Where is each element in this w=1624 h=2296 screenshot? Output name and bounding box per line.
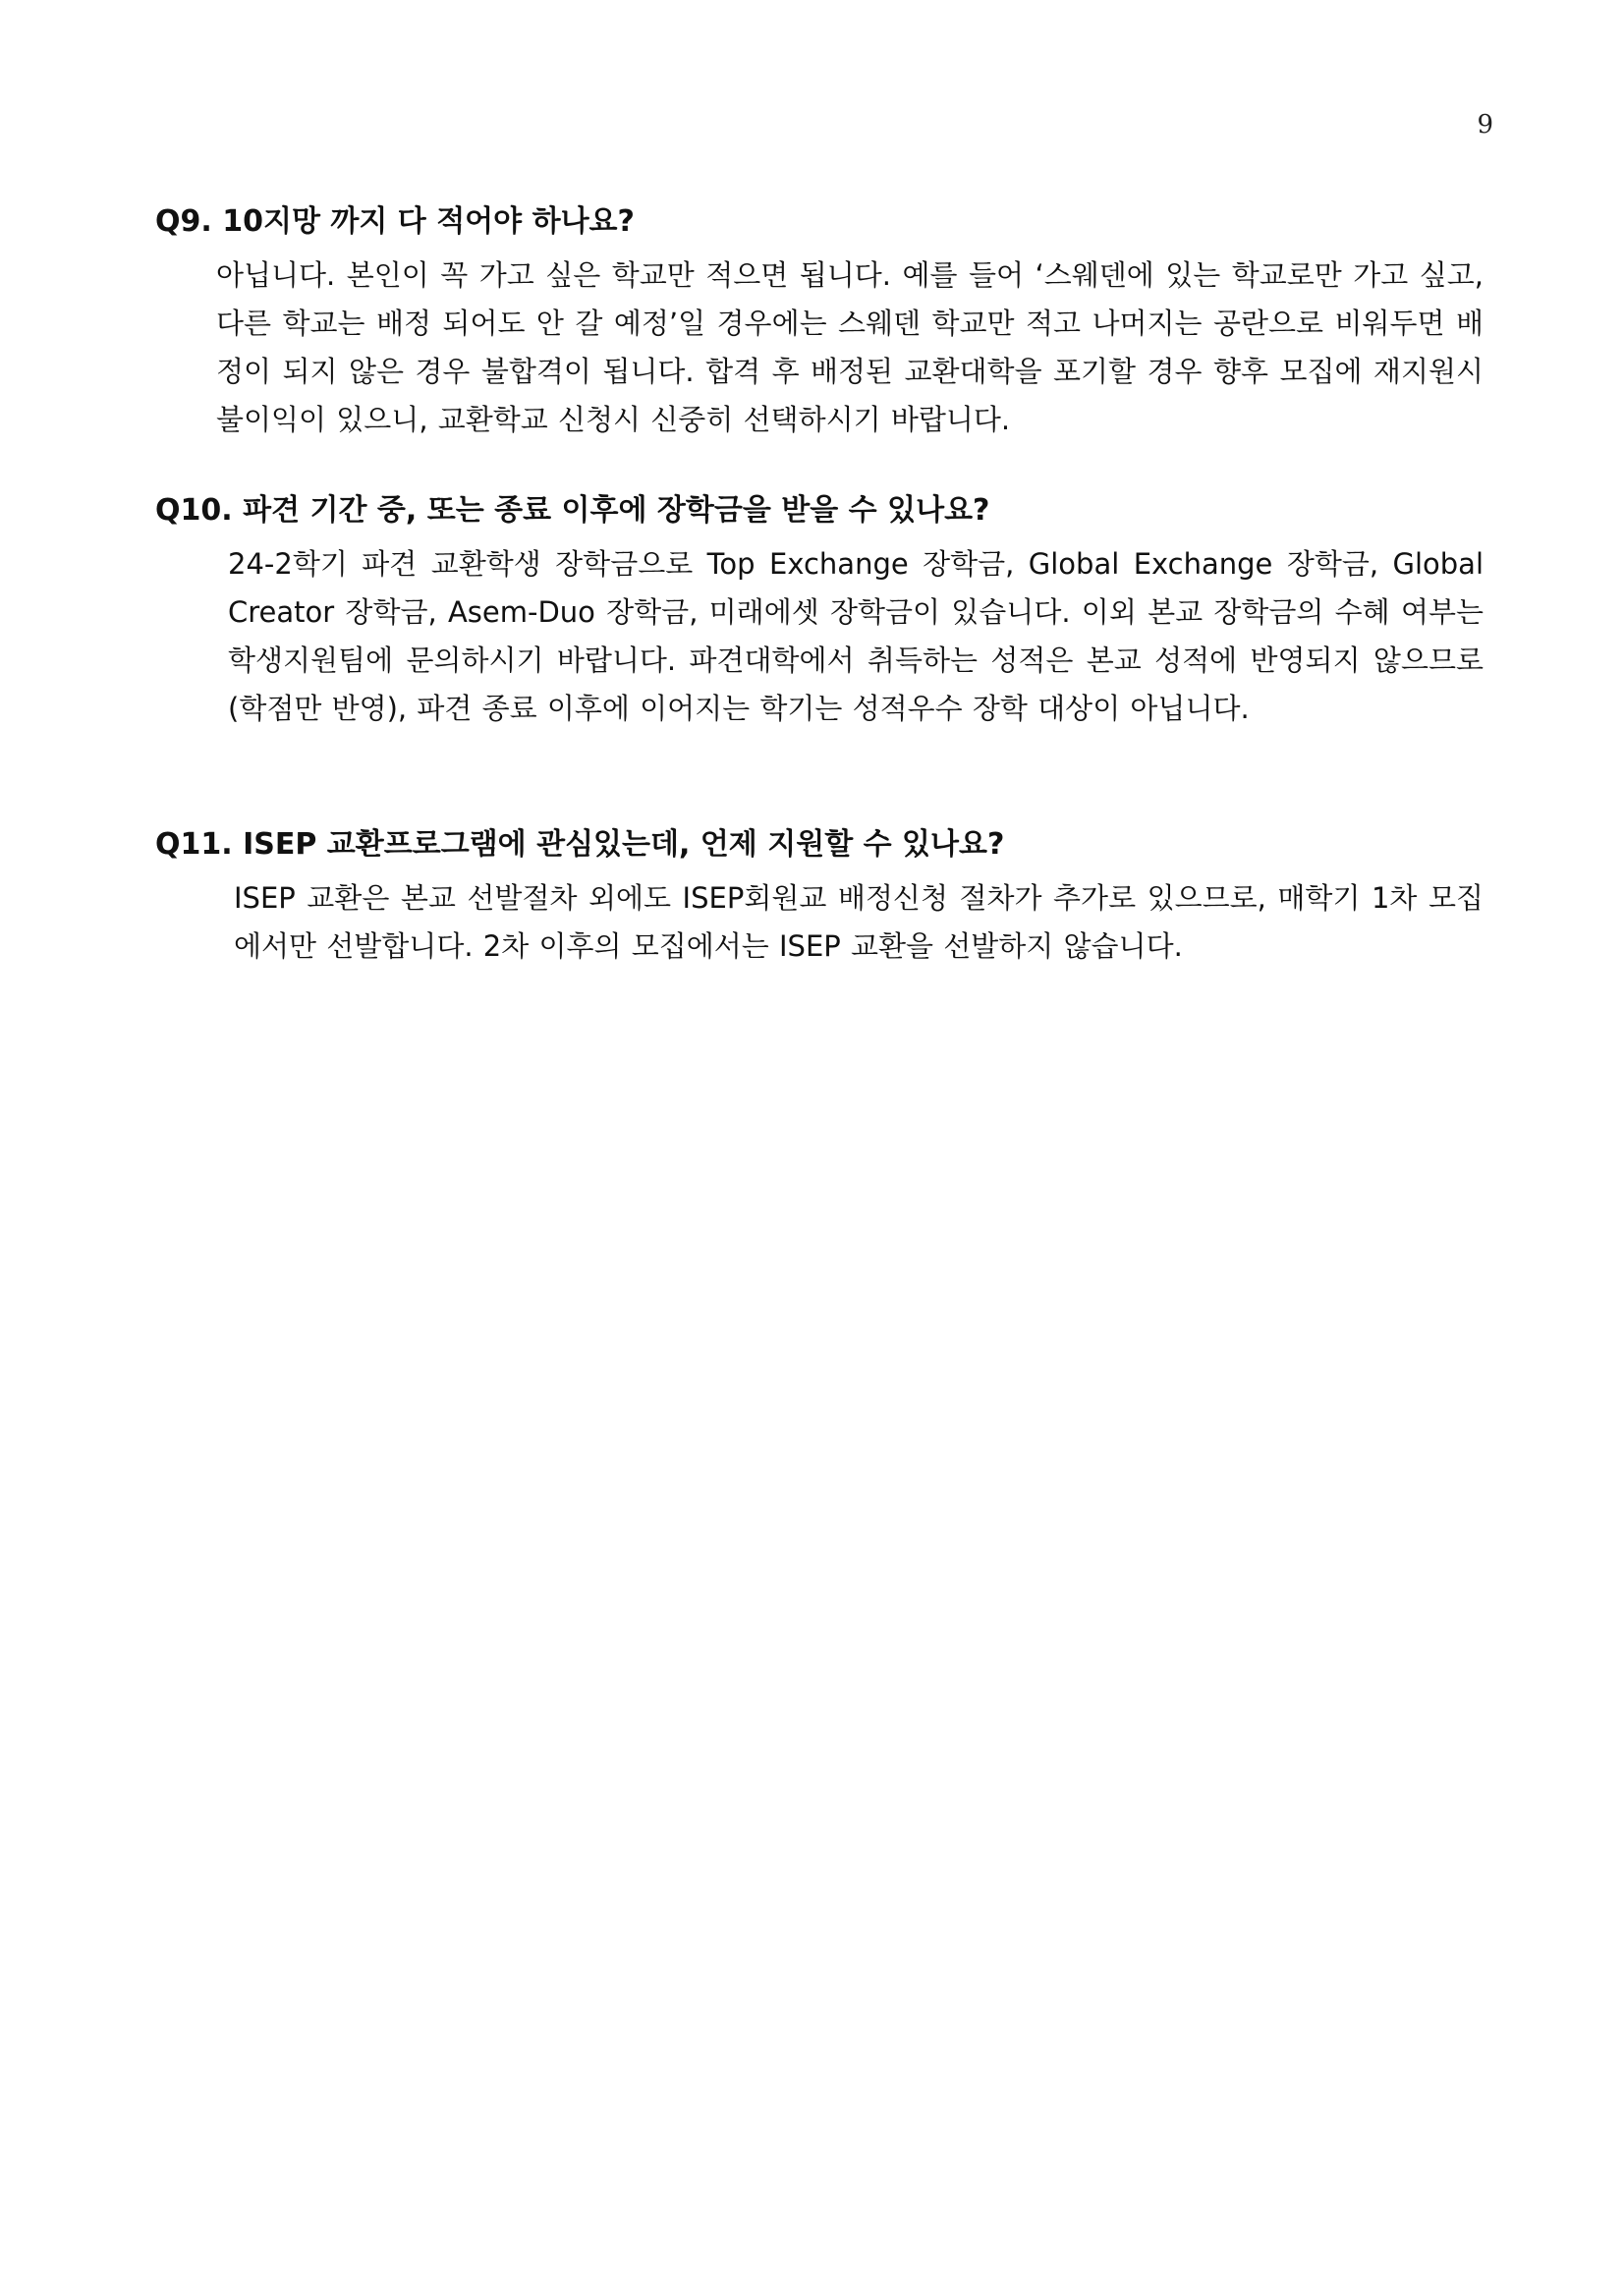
question-q11: Q11. ISEP 교환프로그램에 관심있는데, 언제 지원할 수 있나요? <box>155 827 1005 862</box>
faq-item-q11 <box>155 825 1484 971</box>
answer-q10: 24-2학기 파견 교환학생 장학금으로 Top Exchange 장학금, Global Exchange 장학금, Global Creator 장학금, Asem-Duo 장학금, 미래에셋 장학금이 있습니다. 이외 본교 장학금의 수혜 여부는 학생지원팀에 문의하시기 바랍니다. 파견대학에서 취득하는 성적은 본교 성적에 반영되지 않으므로 (학점만 반영), 파견 종료 이후에 이어지는 학기는 성적우수 장학 대상이 아닙니다. <box>228 547 1484 725</box>
faq-item-q10 <box>155 491 1484 733</box>
answer-q11: ISEP 교환은 본교 선발절차 외에도 ISEP회원교 배정신청 절차가 추가로 있으므로, 매학기 1차 모집에서만 선발합니다. 2차 이후의 모집에서는 ISEP 교환을 선발하지 않습니다. <box>234 881 1484 963</box>
question-q10: Q10. 파견 기간 중, 또는 종료 이후에 장학금을 받을 수 있나요? <box>155 493 990 528</box>
answer-q9: 아닙니다. 본인이 꼭 가고 싶은 학교만 적으면 됩니다. 예를 들어 ‘스웨덴에 있는 학교로만 가고 싶고, 다른 학교는 배정 되어도 안 갈 예정’일 경우에는 스웨덴 학교만 적고 나머지는 공란으로 비워두면 배정이 되지 않은 경우 불합격이 됩니다. 합격 후 배정된 교환대학을 포기할 경우 향후 모집에 재지원시 불이익이 있으니, 교환학교 신청시 신중히 선택하시기 바랍니다. <box>216 258 1484 436</box>
question-q9: Q9. 10지망 까지 다 적어야 하나요? <box>155 204 635 239</box>
faq-item-q9 <box>155 202 1484 444</box>
page-number: 9 <box>1477 110 1493 140</box>
